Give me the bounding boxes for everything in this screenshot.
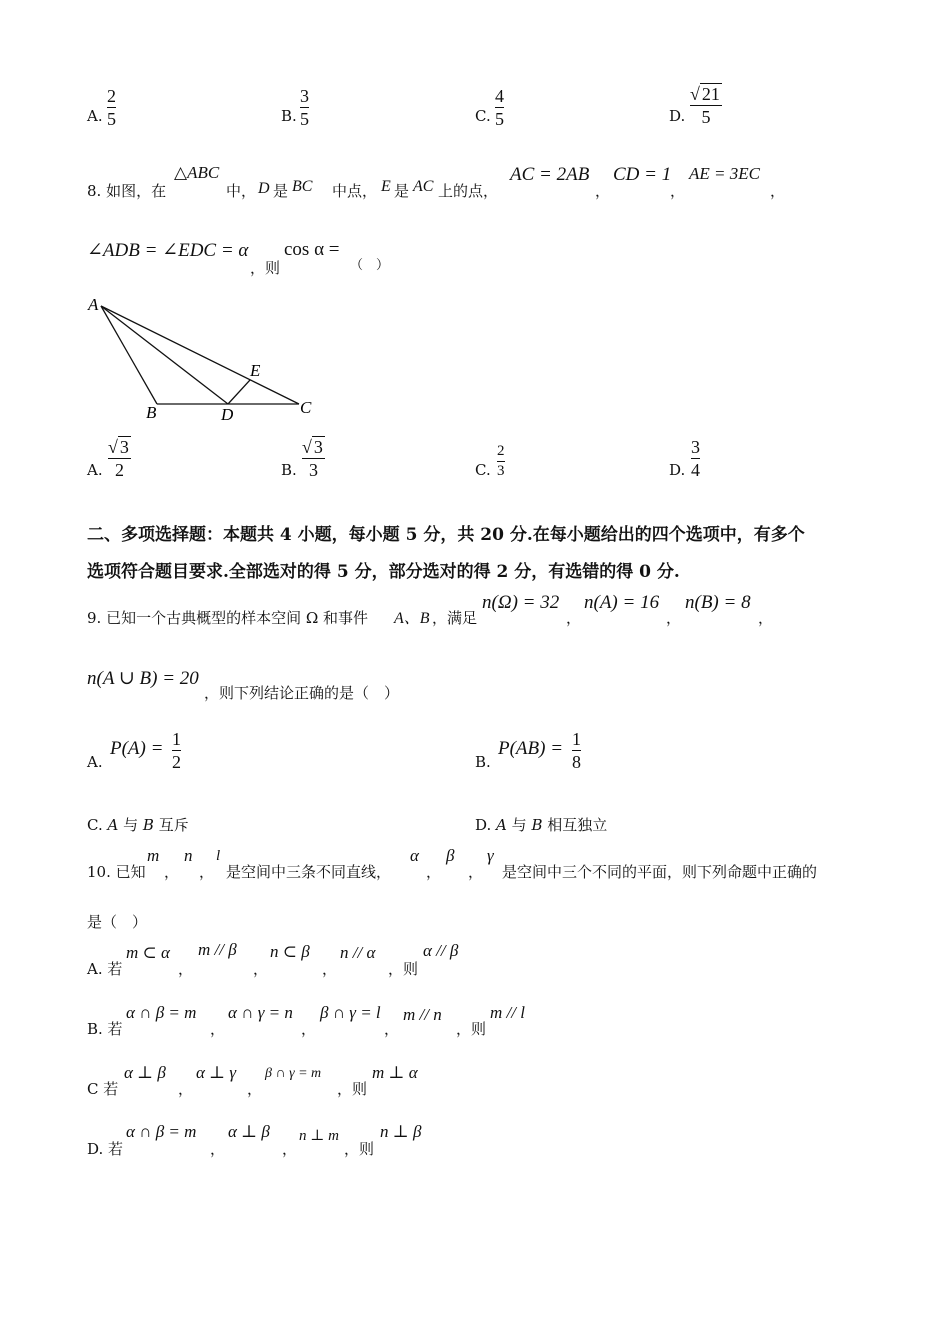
q8-answer-paren: （ ） [350, 258, 390, 273]
q10-option-c-conclusion: m ⊥ α [372, 1063, 418, 1082]
q8-option-c-fraction: 2 3 [497, 443, 505, 479]
q10-line-n: n [184, 846, 193, 865]
q10-text-3: 是空间中三个不同的平面，则下列命题中正确的 [502, 863, 818, 881]
q10-option-b-label: B. 若 [87, 1020, 123, 1038]
q10-text-1: 10. 已知 [87, 863, 146, 881]
fig-label-c: C [300, 398, 312, 417]
q9-condition-1: n(Ω) = 32 [482, 592, 560, 613]
q9-option-b-math: P(AB) = [498, 738, 564, 759]
q10-option-a-label: A. 若 [87, 960, 123, 978]
q10-option-d-cond-2: α ⊥ β [228, 1122, 270, 1141]
q8-option-c-label: C. [475, 461, 491, 479]
q10-option-d-cond-3: n ⊥ m [299, 1128, 339, 1144]
fig-label-a: A [88, 295, 99, 314]
q10-option-d-cond-1: α ∩ β = m [126, 1122, 197, 1141]
q8-option-d-label: D. [669, 461, 686, 479]
q8-comma-2: ， [670, 182, 686, 200]
q10-option-c-comma-2: ， [247, 1080, 263, 1098]
q10-option-b-cond-4: m // n [403, 1005, 442, 1024]
q9-text-3: ，则下列结论正确的是（ ） [204, 684, 400, 702]
q10-plane-gamma: γ [487, 846, 494, 865]
q8-segment-ac: AC [413, 178, 434, 195]
q9-option-d: D. A 与 B 相互独立 [475, 816, 608, 834]
q9-option-c: C. A 与 B 互斥 [87, 816, 189, 834]
q10-option-b-then: ，则 [456, 1020, 487, 1038]
q10-option-b-comma-2: ， [301, 1020, 317, 1038]
q7-option-c-label: C. [475, 107, 491, 125]
q10-option-b-cond-2: α ∩ γ = n [228, 1003, 293, 1022]
q8-text-7: ，则 [250, 259, 281, 277]
q10-plane-beta: β [446, 846, 455, 865]
q10-option-b-cond-3: β ∩ γ = l [320, 1003, 381, 1022]
q8-option-a-label: A. [87, 461, 103, 479]
q9-option-a-fraction: 1 2 [172, 729, 181, 772]
q9-option-a-label: A. [87, 753, 103, 771]
q10-option-b-comma-1: ， [210, 1020, 226, 1038]
q10-option-b-comma-3: ， [384, 1020, 400, 1038]
q7-option-d-fraction: √ 21 5 [690, 84, 720, 127]
q10-option-a-then: ，则 [388, 960, 419, 978]
q9-comma-2: ， [666, 609, 682, 627]
q10-option-a-conclusion: α // β [423, 941, 459, 960]
q10-option-c-comma-1: ， [178, 1080, 194, 1098]
segment-de [228, 380, 250, 404]
q9-comma-1: ， [566, 609, 582, 627]
q10-option-d-comma-2: ， [282, 1140, 298, 1158]
section-2-line-1: 二、多项选择题：本题共 4 小题，每小题 5 分，共 20 分.在每小题给出的四个选项中，有多个 [87, 525, 805, 545]
q8-condition-2: CD = 1 [613, 164, 672, 185]
q9-text-1: 9. 已知一个古典概型的样本空间 Ω 和事件 [87, 609, 369, 627]
q7-option-a-label: A. [87, 107, 103, 125]
q10-comma-4: ， [468, 863, 484, 881]
q9-option-a-math: P(A) = [110, 738, 164, 759]
q8-comma-1: ， [595, 182, 611, 200]
segment-ab [101, 306, 157, 404]
q10-text-2: 是空间中三条不同直线， [226, 863, 392, 881]
q10-option-b-conclusion: m // l [490, 1003, 525, 1022]
q10-comma-2: ， [199, 863, 215, 881]
q8-cos-alpha: cos α = [284, 239, 340, 260]
q8-comma-3: ， [770, 182, 786, 200]
q8-condition-4: ∠ADB = ∠EDC = α [87, 240, 249, 261]
q10-option-d-then: ，则 [344, 1140, 375, 1158]
q8-triangle: △ABC [174, 163, 220, 182]
q8-text-6: 上的点， [438, 182, 499, 200]
fig-label-e: E [250, 361, 261, 380]
q7-option-a-fraction: 2 5 [107, 86, 116, 129]
q8-option-b-label: B. [281, 461, 297, 479]
q8-text-4: 中点， [332, 182, 378, 200]
q10-option-a-cond-3: n ⊂ β [270, 942, 310, 961]
q7-option-c-fraction: 4 5 [495, 86, 504, 129]
q10-option-a-cond-4: n // α [340, 943, 376, 962]
q8-point-e: E [381, 178, 391, 195]
q8-text-2: 中， [226, 182, 257, 200]
q8-text-1: 8. 如图，在 [87, 182, 167, 200]
segment-ad [101, 306, 228, 404]
q9-option-b-label: B. [475, 753, 491, 771]
q10-line-l: l [216, 848, 221, 864]
q10-option-a-comma-3: ， [322, 960, 338, 978]
q8-option-a-fraction: √ 3 2 [108, 437, 129, 480]
q8-point-d: D [258, 180, 270, 197]
q8-segment-bc: BC [292, 178, 313, 195]
q7-option-d-label: D. [669, 107, 686, 125]
q8-option-d-fraction: 3 4 [691, 437, 700, 480]
segment-ac [101, 306, 299, 404]
q8-text-3: 是 [273, 182, 289, 200]
q10-comma-3: ， [426, 863, 442, 881]
q9-events: A、B [394, 610, 430, 627]
q8-condition-1: AC = 2AB [510, 164, 590, 185]
q10-option-a-cond-2: m // β [198, 940, 237, 959]
q8-text-5: 是 [394, 182, 410, 200]
q9-option-b-fraction: 1 8 [572, 729, 581, 772]
q10-text-4: 是（ ） [87, 913, 148, 931]
q10-option-c-cond-1: α ⊥ β [124, 1063, 166, 1082]
q10-option-c-then: ，则 [337, 1080, 368, 1098]
q10-line-m: m [147, 846, 160, 865]
q7-option-b-fraction: 3 5 [300, 86, 309, 129]
q9-condition-3: n(B) = 8 [685, 592, 751, 613]
q10-option-d-comma-1: ， [210, 1140, 226, 1158]
q8-condition-3: AE = 3EC [689, 164, 760, 183]
q8-triangle-figure [80, 290, 340, 430]
q9-condition-2: n(A) = 16 [584, 592, 660, 613]
q10-option-a-comma-2: ， [253, 960, 269, 978]
q10-option-c-label: C 若 [87, 1080, 119, 1098]
q10-option-c-cond-3: β ∩ γ = m [265, 1066, 322, 1081]
q8-option-b-fraction: √ 3 3 [302, 437, 323, 480]
q9-condition-4: n(A ∪ B) = 20 [87, 668, 199, 689]
q10-option-c-cond-2: α ⊥ γ [196, 1063, 237, 1082]
q10-option-b-cond-1: α ∩ β = m [126, 1003, 197, 1022]
q10-option-a-comma-1: ， [178, 960, 194, 978]
q9-comma-3: ， [758, 609, 774, 627]
q10-plane-alpha: α [410, 846, 419, 865]
section-2-line-2: 选项符合题目要求.全部选对的得 5 分，部分选对的得 2 分，有选错的得 0 分. [87, 562, 680, 582]
fig-label-d: D [221, 405, 234, 424]
q10-option-a-cond-1: m ⊂ α [126, 943, 170, 962]
q10-option-d-label: D. 若 [87, 1140, 124, 1158]
q7-option-b-label: B. [281, 107, 297, 125]
q9-text-2: ，满足 [432, 609, 478, 627]
q10-option-d-conclusion: n ⊥ β [380, 1122, 422, 1141]
q10-comma-1: ， [164, 863, 180, 881]
fig-label-b: B [146, 403, 157, 422]
